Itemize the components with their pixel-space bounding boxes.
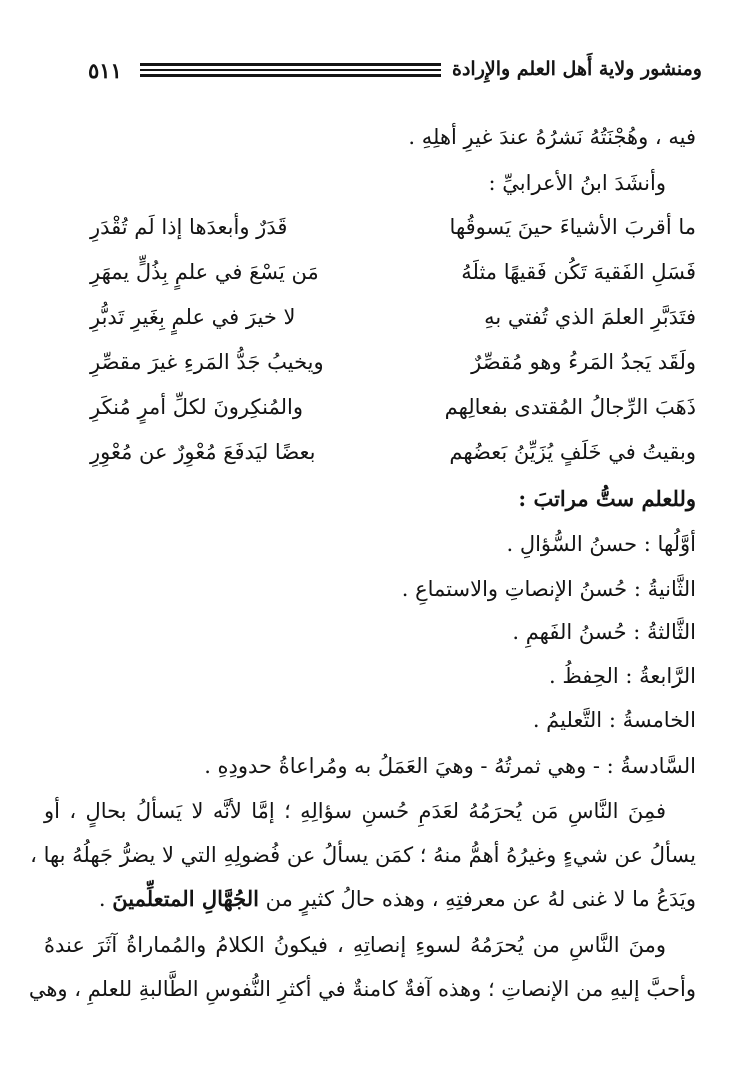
- rank-item: السَّادسةُ : - وهي ثمرتُهُ - وهيَ العَمَلُ به ومُراعاةُ حدودِهِ .: [204, 754, 696, 778]
- verse-second-hemistich: ويخيبُ جَدُّ المَرءِ غيرَ مقصِّرِ: [90, 350, 324, 374]
- verse-second-hemistich: لا خيرَ في علمٍ بِغَيرِ تَدبُّرِ: [90, 305, 296, 329]
- page-number: ٥١١: [88, 58, 122, 83]
- poem-verse: [90, 350, 696, 384]
- paragraph-line: ومنَ النَّاسِ من يُحرَمُهُ لسوءِ إنصاتِهِ ، فيكونُ الكلامُ والمُماراةُ آثَرَ عندهُ: [44, 933, 666, 957]
- rank-item: الخامسةُ : التَّعليمُ .: [532, 708, 696, 732]
- poem-verse: [90, 395, 696, 429]
- rank-item: الرَّابعةُ : الحِفظُ .: [548, 664, 696, 688]
- verse-first-hemistich: ذَهَبَ الرِّجالُ المُقتدى بفعالِهم: [444, 395, 696, 419]
- verse-first-hemistich: فَسَلِ الفَقيهَ تَكُن فَقيهًا مثلَهُ: [461, 260, 696, 284]
- paragraph-text: .: [98, 887, 106, 911]
- verse-first-hemistich: فتَدَبَّرِ العلمَ الذي تُفتي بهِ: [484, 305, 696, 329]
- text-line: وأنشَدَ ابنُ الأعرابيِّ :: [488, 171, 666, 195]
- poem-verse: [90, 440, 696, 474]
- header-rule: [140, 63, 441, 80]
- verse-first-hemistich: ولَقَد يَجدُ المَرءُ وهو مُقصِّرٌ: [471, 350, 696, 374]
- section-heading: وللعلم ستُّ مراتبَ :: [518, 486, 696, 511]
- verse-second-hemistich: قَدَرٌ وأبعدَها إذا لَم تُقْدَرِ: [90, 215, 288, 239]
- paragraph-line: [99, 884, 696, 914]
- rank-item: الثَّالثةُ : حُسنُ الفَهمِ .: [512, 620, 696, 644]
- paragraph-line: فمِنَ النَّاسِ مَن يُحرَمُهُ لعَدَمِ حُسنِ سؤالِهِ ؛ إمَّا لأنَّه لا يَسألُ بحالٍ ، أو: [44, 799, 666, 823]
- verse-first-hemistich: وبقيتُ في خَلَفٍ يُزَيِّنُ بَعضُهم: [449, 440, 696, 464]
- paragraph-line: يسألُ عن شيءٍ وغيرُهُ أهمُّ منهُ ؛ كمَن يسألُ عن فُضولِهِ التي لا يضرُّ جَهلُهُ بها ،: [30, 843, 696, 867]
- paragraph-line: وأحبَّ إليهِ من الإنصاتِ ؛ وهذه آفةٌ كامنةٌ في أكثرِ النُّفوسِ الطَّالبةِ للعلمِ ، وهي: [28, 977, 696, 1001]
- bold-phrase: الجُهَّالِ المتعلِّمينَ: [112, 886, 259, 911]
- poem-verse: [90, 215, 696, 249]
- verse-second-hemistich: بعضًا ليَدفَعَ مُعْوِرٌ عن مُعْوِرِ: [90, 440, 316, 464]
- poem-verse: [90, 305, 696, 339]
- poem-verse: [90, 260, 696, 294]
- verse-second-hemistich: والمُنكِرونَ لكلِّ أمرٍ مُنكَرِ: [90, 395, 303, 419]
- rank-item: الثَّانيةُ : حُسنُ الإنصاتِ والاستماعِ .: [401, 577, 696, 601]
- paragraph-text: ويَدَعُ ما لا غنى لهُ عن معرفتِهِ ، وهذه حالُ كثيرٍ من: [265, 887, 696, 911]
- verse-second-hemistich: مَن يَسْعَ في علمٍ بِذُلٍّ يمهَرِ: [90, 260, 319, 284]
- rank-item: أوَّلُها : حسنُ السُّؤالِ .: [506, 532, 696, 556]
- text-line: فيه ، وهُجْنَتُهُ نَشرُهُ عندَ غيرِ أهلِهِ .: [408, 125, 696, 149]
- verse-first-hemistich: ما أقربَ الأشياءَ حينَ يَسوقُها: [449, 215, 696, 239]
- running-title: ومنشور ولاية أَهل العلم والإِرادة: [452, 58, 702, 80]
